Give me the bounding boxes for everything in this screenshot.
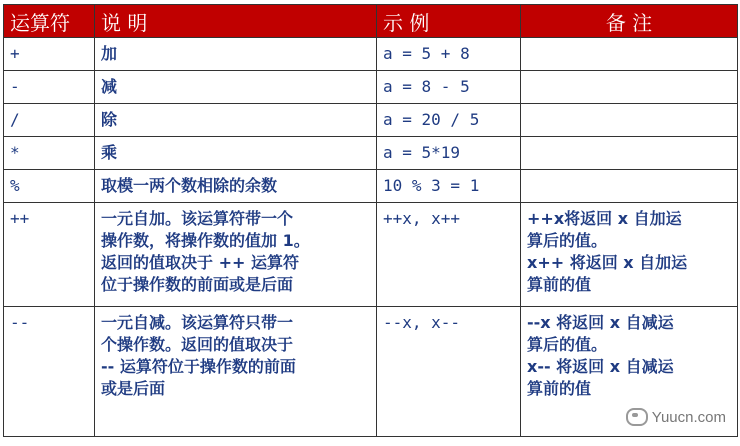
table-row (4, 170, 738, 203)
cell-example: --x, x-- (377, 307, 521, 437)
description-line: 一元自减。该运算符只带一 (101, 313, 294, 332)
description-line: 个操作数。返回的值取决于 (101, 335, 294, 354)
table-row (4, 38, 738, 71)
note-line: 算后的值。 (527, 335, 608, 354)
cell-note (521, 137, 738, 170)
watermark-text: Yuucn.com (651, 408, 726, 426)
cell-operator: -- (4, 307, 95, 437)
cell-example: ++x, x++ (377, 203, 521, 307)
table-row (4, 104, 738, 137)
cell-description: 取模一两个数相除的余数 (95, 170, 377, 203)
header-description: 说 明 (95, 5, 377, 38)
table-row (4, 71, 738, 104)
cell-description: 减 (95, 71, 377, 104)
cell-note (521, 170, 738, 203)
table-row (4, 203, 738, 307)
cell-operator: % (4, 170, 95, 203)
cell-example: a = 20 / 5 (377, 104, 521, 137)
description-line: 操作数，将操作数的值加 1。 (101, 231, 310, 250)
note-line: 算后的值。 (527, 231, 608, 250)
watermark (626, 408, 726, 426)
cell-description (95, 307, 377, 437)
description-line: 或是后面 (101, 379, 166, 398)
note-line: --x 将返回 x 自减运 (527, 313, 674, 332)
cell-note (521, 203, 738, 307)
header-operator: 运算符 (4, 5, 95, 38)
cell-description: 除 (95, 104, 377, 137)
cell-description (95, 203, 377, 307)
description-line: 返回的值取决于 ++ 运算符 (101, 253, 299, 272)
description-line: -- 运算符位于操作数的前面 (101, 357, 296, 376)
cell-note (521, 104, 738, 137)
cell-operator: + (4, 38, 95, 71)
cell-note (521, 38, 738, 71)
cell-example: 10 % 3 = 1 (377, 170, 521, 203)
watermark-logo-icon (626, 408, 648, 426)
cell-example: a = 5*19 (377, 137, 521, 170)
header-note: 备 注 (521, 5, 738, 38)
operators-table (3, 4, 738, 437)
note-line: 算前的值 (527, 379, 592, 398)
note-line: x++ 将返回 x 自加运 (527, 253, 688, 272)
description-line: 一元自加。该运算符带一个 (101, 209, 294, 228)
cell-note (521, 71, 738, 104)
note-line: x-- 将返回 x 自减运 (527, 357, 674, 376)
cell-example: a = 5 + 8 (377, 38, 521, 71)
header-example: 示 例 (377, 5, 521, 38)
cell-example: a = 8 - 5 (377, 71, 521, 104)
note-line: ++x将返回 x 自加运 (527, 209, 682, 228)
cell-operator: ++ (4, 203, 95, 307)
cell-description: 乘 (95, 137, 377, 170)
description-line: 位于操作数的前面或是后面 (101, 275, 294, 294)
table-row (4, 137, 738, 170)
cell-description: 加 (95, 38, 377, 71)
cell-operator: / (4, 104, 95, 137)
header-row (4, 5, 738, 38)
cell-operator: - (4, 71, 95, 104)
note-line: 算前的值 (527, 275, 592, 294)
cell-operator: * (4, 137, 95, 170)
